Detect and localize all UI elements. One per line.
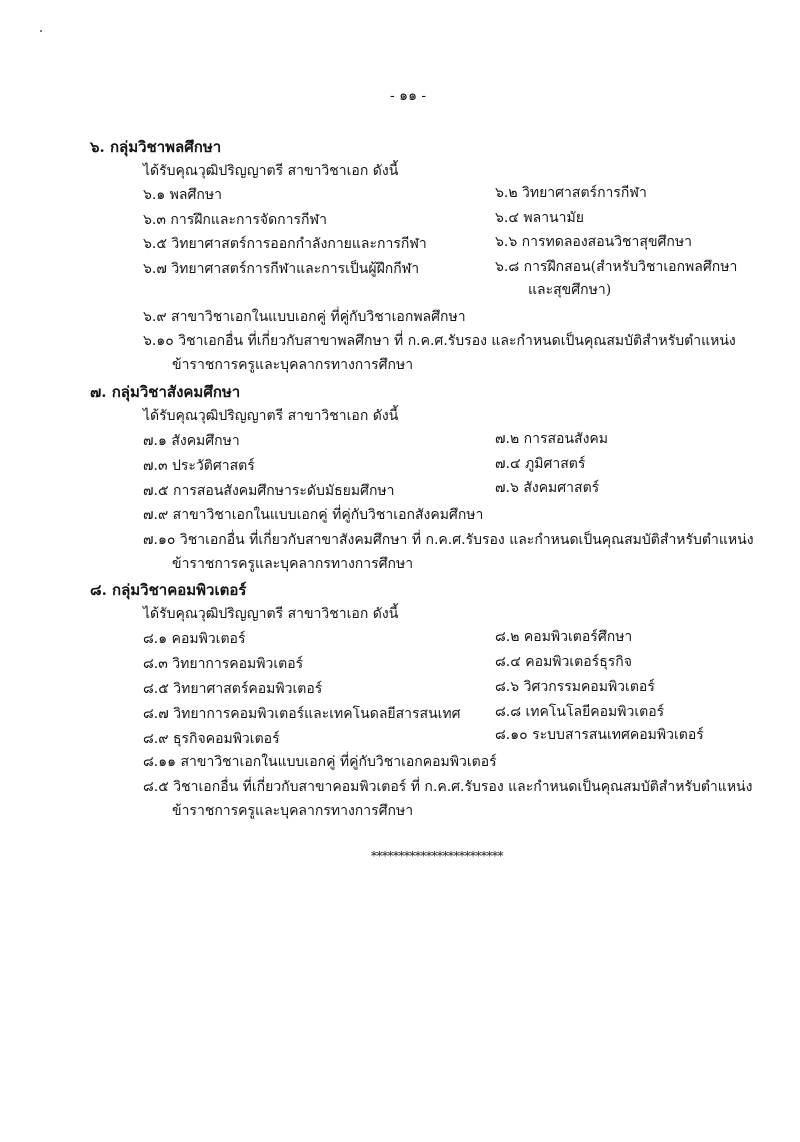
list-item: ๘.๓ วิทยาการคอมพิวเตอร์ <box>143 656 304 672</box>
list-item: ๗.๓ ประวัติศาสตร์ <box>143 458 255 474</box>
section-8-intro: ได้รับคุณวุฒิปริญญาตรี สาขาวิชาเอก ดังนี้ <box>143 606 399 622</box>
list-item: ๖.๙ สาขาวิชาเอกในแบบเอกคู่ ที่คู่กับวิชาเอกพลศึกษา <box>143 309 466 325</box>
list-item: ๗.๔ ภูมิศาสตร์ <box>495 456 586 472</box>
list-item-continuation: ข้าราชการครูและบุคลากรทางการศึกษา <box>172 556 414 572</box>
list-item: ๗.๑ สังคมศึกษา <box>143 433 240 449</box>
list-item: ๘.๖ วิศวกรรมคอมพิวเตอร์ <box>495 679 655 695</box>
list-item: ๖.๕ วิทยาศาสตร์การออกกำลังกายและการกีฬา <box>143 236 427 252</box>
list-item: ๗.๑๐ วิชาเอกอื่น ที่เกี่ยวกับสาขาสังคมศึกษา ที่ ก.ค.ศ.รับรอง และกำหนดเป็นคุณสมบัติสำหรับตำแหน่ง <box>143 532 754 548</box>
list-item-continuation: ข้าราชการครูและบุคลากรทางการศึกษา <box>172 357 414 373</box>
list-item: ๖.๘ การฝึกสอน(สำหรับวิชาเอกพลศึกษา <box>495 259 738 275</box>
list-item: ๘.๔ คอมพิวเตอร์ธุรกิจ <box>495 654 632 670</box>
list-item: ๘.๙ ธุรกิจคอมพิวเตอร์ <box>143 731 280 747</box>
list-item: ๖.๑๐ วิชาเอกอื่น ที่เกี่ยวกับสาขาพลศึกษา ที่ ก.ค.ศ.รับรอง และกำหนดเป็นคุณสมบัติสำหรับตำแหน่ง <box>143 333 736 349</box>
section-6-intro: ได้รับคุณวุฒิปริญญาตรี สาขาวิชาเอก ดังนี้ <box>143 163 399 179</box>
section-7-intro: ได้รับคุณวุฒิปริญญาตรี สาขาวิชาเอก ดังนี้ <box>143 408 399 424</box>
list-item: ๖.๒ วิทยาศาสตร์การกีฬา <box>495 185 647 201</box>
list-item: ๖.๗ วิทยาศาสตร์การกีฬาและการเป็นผู้ฝึกกีฬา <box>143 261 420 277</box>
list-item: ๖.๑ พลศึกษา <box>143 187 222 203</box>
list-item: ๘.๕ วิทยาศาสตร์คอมพิวเตอร์ <box>143 681 323 697</box>
list-item: ๖.๓ การฝึกและการจัดการกีฬา <box>143 212 327 228</box>
list-item: ๖.๖ การทดลองสอนวิชาสุขศึกษา <box>495 234 692 250</box>
end-marker: ************************ <box>371 849 503 863</box>
scan-speck <box>40 30 42 32</box>
list-item-continuation: ข้าราชการครูและบุคลากรทางการศึกษา <box>172 803 414 819</box>
section-8-heading: ๘. กลุ่มวิชาคอมพิวเตอร์ <box>90 581 247 599</box>
list-item: ๘.๑๐ ระบบสารสนเทศคอมพิวเตอร์ <box>495 727 704 743</box>
list-item: ๗.๙ สาขาวิชาเอกในแบบเอกคู่ ที่คู่กับวิชาเอกสังคมศึกษา <box>143 507 484 523</box>
page-number: - ๑๑ - <box>390 88 427 104</box>
list-item: ๗.๒ การสอนสังคม <box>495 431 609 447</box>
list-item: ๘.๗ วิทยาการคอมพิวเตอร์และเทคโนดลยีสารสนเทศ <box>143 706 461 722</box>
list-item: ๘.๑ คอมพิวเตอร์ <box>143 631 246 647</box>
list-item: ๗.๕ การสอนสังคมศึกษาระดับมัธยมศึกษา <box>143 483 395 499</box>
section-7-heading: ๗. กลุ่มวิชาสังคมศึกษา <box>90 383 241 401</box>
list-item: ๗.๖ สังคมศาสตร์ <box>495 480 600 496</box>
list-item: ๘.๑๑ สาขาวิชาเอกในแบบเอกคู่ ที่คู่กับวิชาเอกคอมพิวเตอร์ <box>143 754 497 770</box>
list-item-continuation: และสุขศึกษา) <box>528 282 612 298</box>
list-item: ๖.๔ พลานามัย <box>495 210 584 226</box>
section-6-heading: ๖. กลุ่มวิชาพลศึกษา <box>90 138 222 156</box>
list-item: ๘.๒ คอมพิวเตอร์ศึกษา <box>495 629 633 645</box>
list-item: ๘.๕ วิชาเอกอื่น ที่เกี่ยวกับสาขาคอมพิวเตอร์ ที่ ก.ค.ศ.รับรอง และกำหนดเป็นคุณสมบัติสำหรับตำแหน่ง <box>143 779 753 795</box>
list-item: ๘.๘ เทคโนโลยีคอมพิวเตอร์ <box>495 704 665 720</box>
